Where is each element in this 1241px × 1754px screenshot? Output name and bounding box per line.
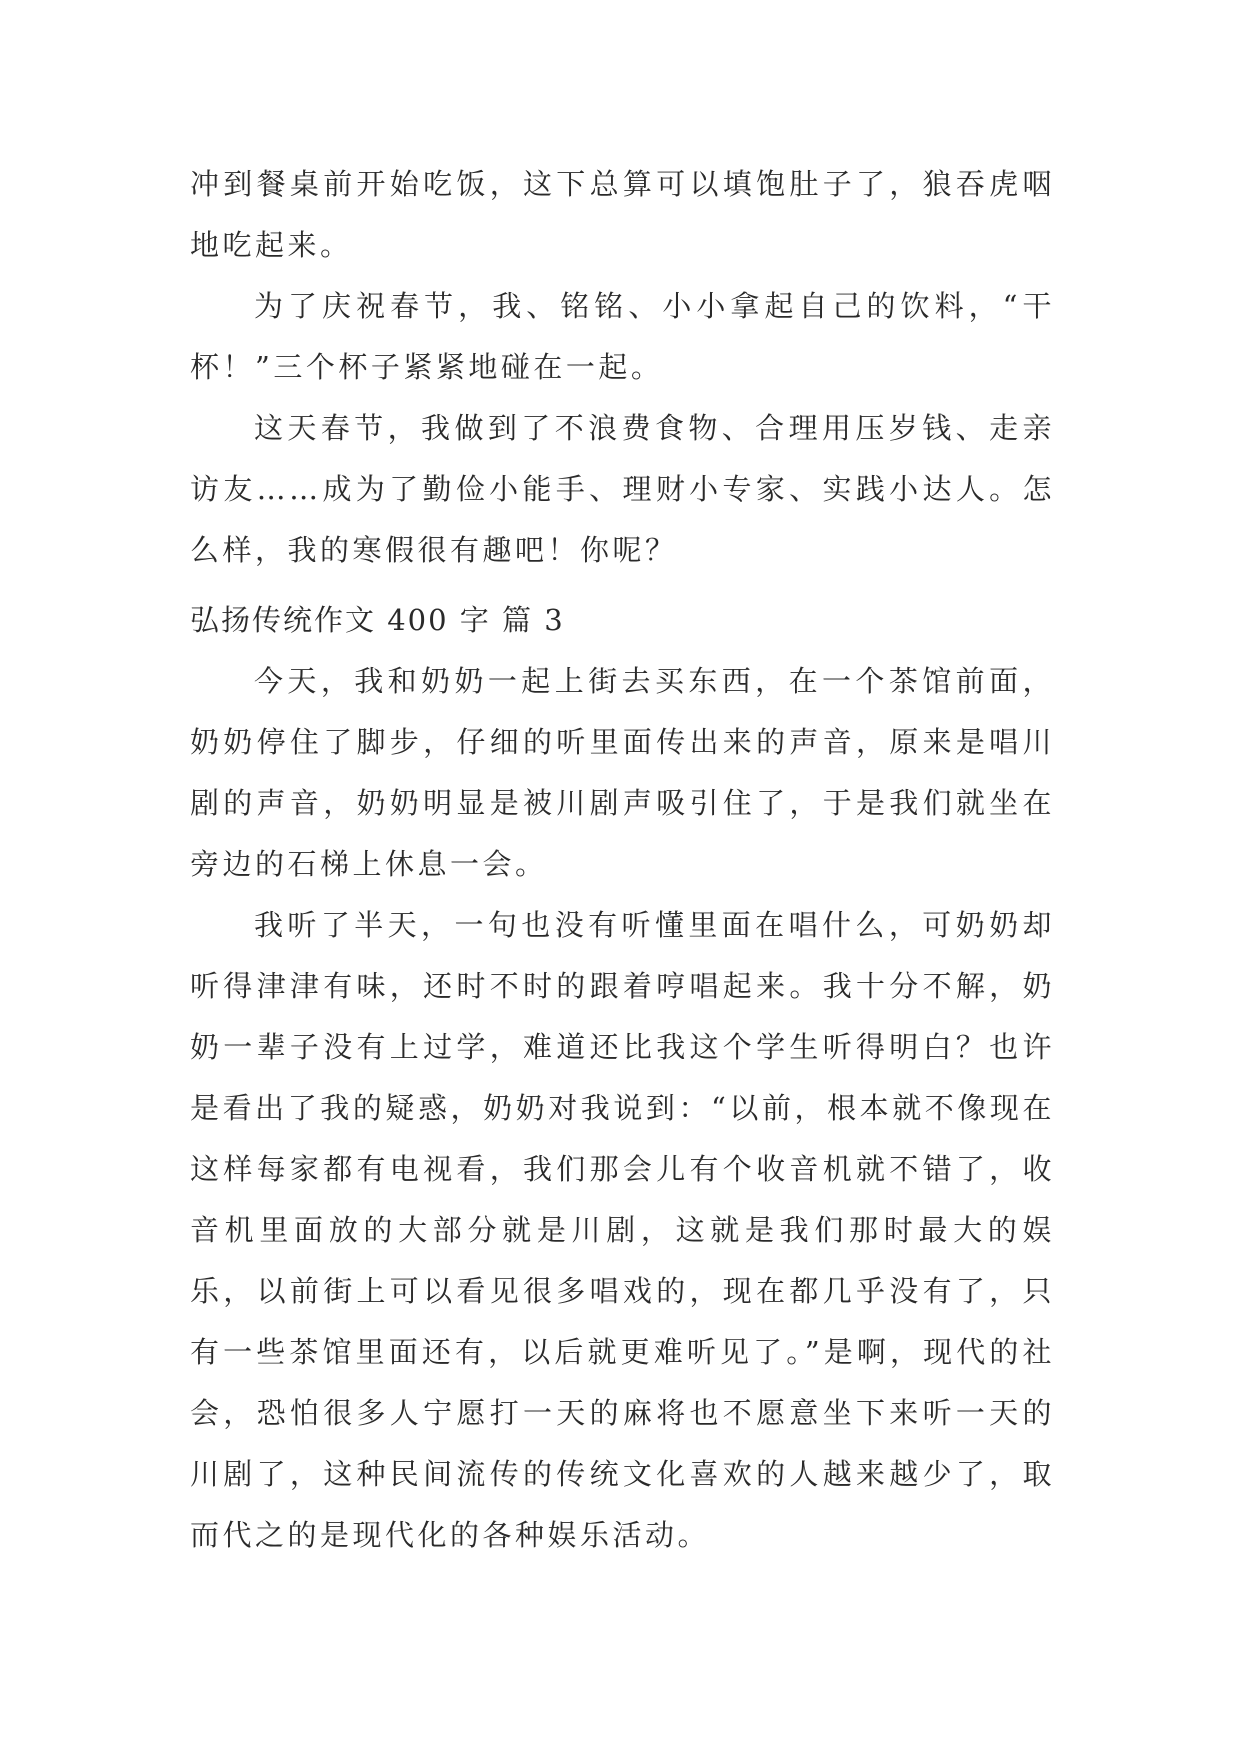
paragraph-conclusion: 这天春节，我做到了不浪费食物、合理用压岁钱、走亲访友……成为了勤俭小能手、理财小专家、实践小达人。怎么样，我的寒假很有趣吧！你呢？ [190,411,1055,567]
paragraph-sichuan-opera: 我听了半天，一句也没有听懂里面在唱什么，可奶奶却听得津津有味，还时不时的跟着哼唱起来。我十分不解，奶奶一辈子没有上过学，难道还比我这个学生听得明白？也许是看出了我的疑惑，奶奶对我说到：“以前，根本就不像现在这样每家都有电视看，我们那会儿有个收音机就不错了，收音机里面放的大部分就是川剧，这就是我们那时最大的娱乐，以前街上可以看见很多唱戏的，现在都几乎没有了，只有一些茶馆里面还有，以后就更难听见了。”是啊，现代的社会，恐怕很多人宁愿打一天的麻将也不愿意坐下来听一天的川剧了，这种民间流传的传统文化喜欢的人越来越少了，取而代之的是现代化的各种娱乐活动。 [190,908,1055,1552]
essay-section-3 [190,651,1055,1566]
paragraph-toast: 为了庆祝春节，我、铭铭、小小拿起自己的饮料，“干杯！”三个杯子紧紧地碰在一起。 [190,289,1055,384]
essay-part-continuation [190,154,1055,581]
paragraph-teahouse: 今天，我和奶奶一起上街去买东西，在一个茶馆前面，奶奶停住了脚步，仔细的听里面传出来的声音，原来是唱川剧的声音，奶奶明显是被川剧声吸引住了，于是我们就坐在旁边的石梯上休息一会。 [190,664,1055,881]
section-heading: 弘扬传统作文 400 字 篇 3 [190,603,565,637]
paragraph-continued: 冲到餐桌前开始吃饭，这下总算可以填饱肚子了，狼吞虎咽地吃起来。 [190,167,1055,262]
